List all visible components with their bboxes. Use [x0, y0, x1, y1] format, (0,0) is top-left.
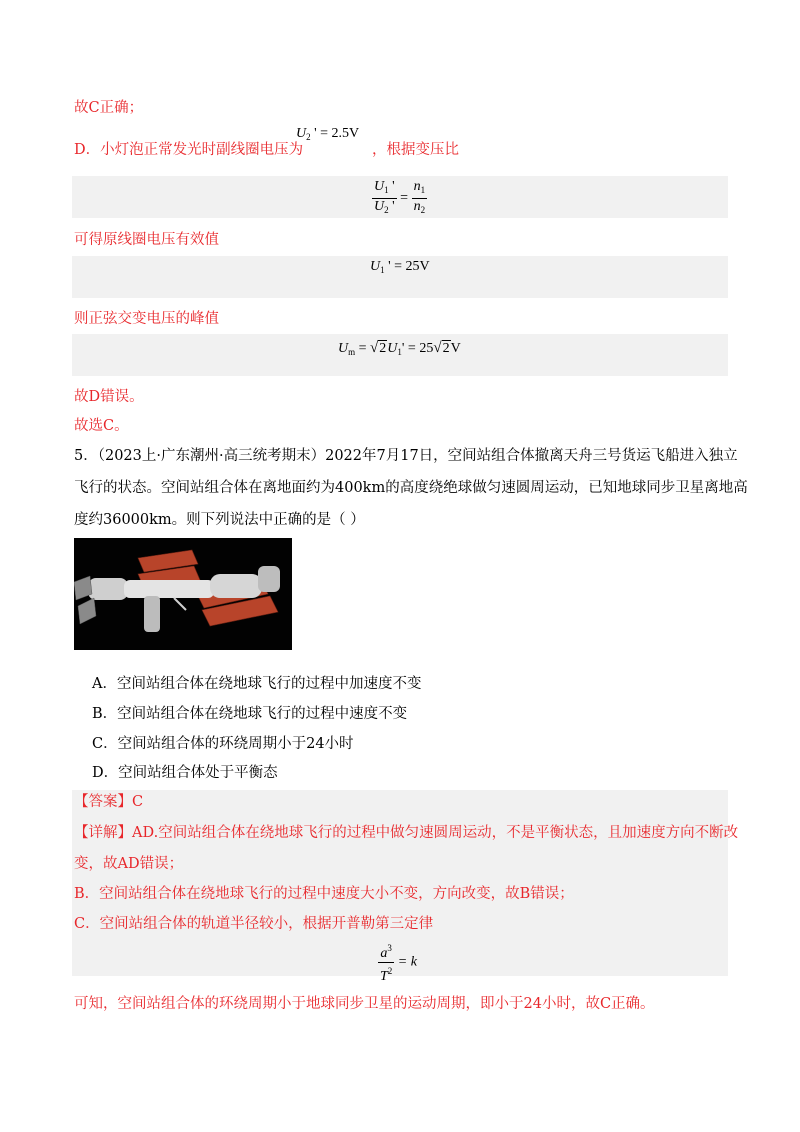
option-c[interactable]: C．空间站组合体的环绕周期小于24小时	[92, 736, 354, 752]
space-station-illustration	[74, 538, 292, 650]
formula-um: $U_m = √2U_1' = 25√2V$	[338, 340, 461, 357]
option-d-text-2: ，根据变压比	[372, 142, 459, 158]
formula-u2-prime: $U_2$ ' = 2.5V	[296, 126, 360, 142]
detail-line-5: 可知，空间站组合体的环绕周期小于地球同步卫星的运动周期，即小于24小时，故C正确。	[74, 996, 655, 1012]
formula-voltage-ratio: $\frac{U_1 '}{U_2 '}$ = $\frac{n_1}{n_2}$	[374, 179, 426, 215]
final-choice: 故选C。	[74, 418, 129, 434]
formula-block-um	[72, 334, 728, 376]
um-sqrt-arg: 2	[379, 341, 387, 356]
detail-line-1: 【详解】AD.空间站组合体在绕地球飞行的过程中做匀速圆周运动，不是平衡状态，且加速度方向不断改	[74, 825, 739, 841]
um-unit: V	[450, 341, 461, 356]
option-a[interactable]: A．空间站组合体在绕地球飞行的过程中加速度不变	[92, 676, 422, 692]
line-primary-voltage: 可得原线圈电压有效值	[74, 232, 219, 248]
question-5-line-1: 5．（2023上·广东潮州·高三统考期末）2022年7月17日，空间站组合体撤离天舟三号货运飞船进入独立	[74, 448, 738, 464]
question-5-line-3: 度约36000km。则下列说法中正确的是（ ）	[74, 512, 365, 528]
detail-line-2: 变，故AD错误；	[74, 856, 184, 872]
u1-value: = 25V	[394, 259, 430, 274]
formula-u1-prime: $U_1$ ' = 25V	[370, 259, 430, 275]
detail-line-3: B．空间站组合体在绕地球飞行的过程中速度大小不变，方向改变，故B错误；	[74, 886, 574, 902]
conclusion-c-correct: 故C正确；	[74, 100, 144, 116]
formula-block-u1	[72, 256, 728, 298]
line-peak-voltage: 则正弦交变电压的峰值	[74, 311, 219, 327]
um-eq: =	[358, 341, 371, 356]
formula-block-ratio	[72, 176, 728, 218]
option-d[interactable]: D．空间站组合体处于平衡态	[92, 765, 278, 781]
kepler-rhs: = k	[397, 954, 417, 970]
option-b[interactable]: B．空间站组合体在绕地球飞行的过程中速度不变	[92, 706, 408, 722]
detail-line-4: C．空间站组合体的轨道半径较小，根据开普勒第三定律	[74, 916, 434, 932]
um-u: U	[387, 341, 398, 356]
formula-kepler: $\frac{a^3}{T^2}$ = k	[378, 940, 417, 985]
answer-label: 【答案】C	[74, 794, 144, 810]
question-5-line-2: 飞行的状态。空间站组合体在离地面约为400km的高度绕绝球做匀速圆周运动，已知地球同步卫星离地高	[74, 480, 748, 496]
option-d-analysis	[74, 140, 303, 160]
space-station-image	[74, 538, 292, 650]
um-25: ' = 25	[401, 341, 434, 356]
u2-value: = 2.5V	[320, 126, 360, 141]
conclusion-d-wrong: 故D错误。	[74, 389, 144, 405]
option-d-text: D．小灯泡正常发光时副线圈电压为	[74, 142, 304, 158]
um-sqrt-arg-2: 2	[442, 341, 450, 356]
